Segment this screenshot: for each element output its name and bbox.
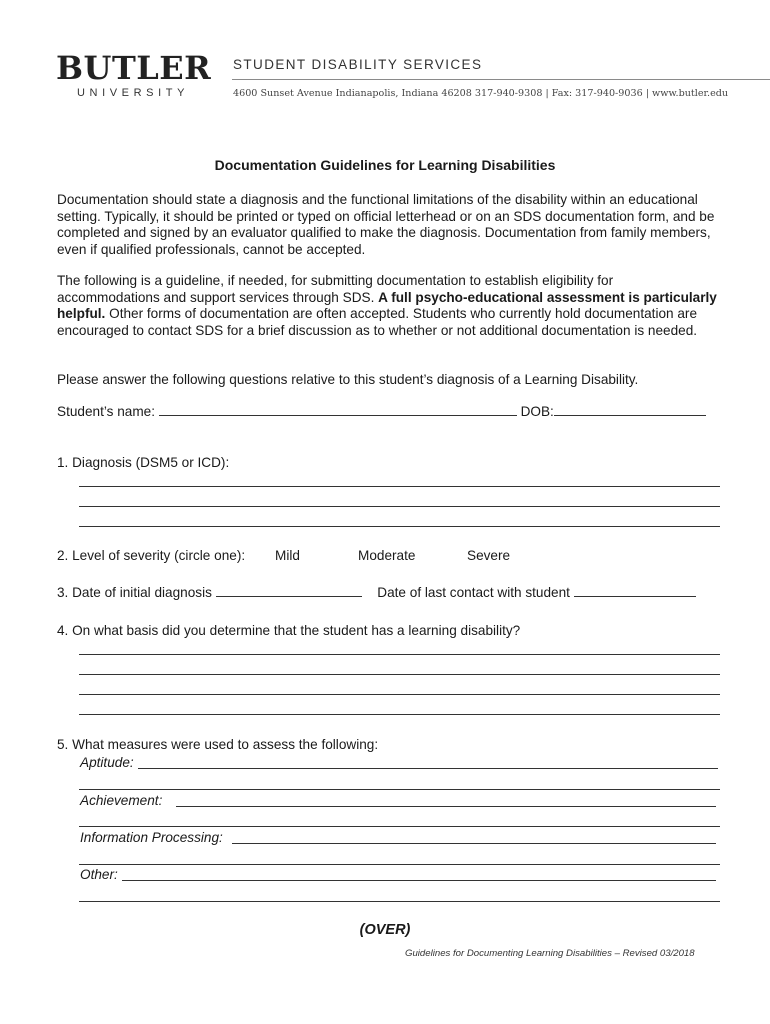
q3-row <box>57 585 696 600</box>
severity-option-mild[interactable]: Mild <box>275 548 300 563</box>
q4-answer-line-1[interactable] <box>79 654 720 655</box>
dob-field[interactable] <box>554 404 706 416</box>
contact-info: 4600 Sunset Avenue Indianapolis, Indiana 46208 317-940-9308 | Fax: 317-940-9036 | www.butler.edu <box>233 88 729 99</box>
department-title: STUDENT DISABILITY SERVICES <box>233 57 483 72</box>
other-label: Other: <box>80 867 118 882</box>
intro-paragraph-2-bold: A full psycho-educational assessment is particularly helpful. <box>57 289 717 322</box>
student-row <box>57 404 706 419</box>
footer-revision: Guidelines for Documenting Learning Disabilities – Revised 03/2018 <box>405 948 695 959</box>
aptitude-field[interactable] <box>138 768 718 769</box>
over-note: (OVER) <box>359 922 411 938</box>
last-contact-field[interactable] <box>574 585 696 597</box>
instructions: Please answer the following questions relative to this student’s diagnosis of a Learning Disability. <box>57 372 639 387</box>
initial-diagnosis-field[interactable] <box>216 585 362 597</box>
butler-logo-wordmark: BUTLER <box>56 49 212 87</box>
info-processing-line-2[interactable] <box>79 864 720 865</box>
info-processing-field[interactable] <box>232 843 716 844</box>
header-divider <box>232 79 770 80</box>
aptitude-line-2[interactable] <box>79 789 720 790</box>
q1-answer-line-3[interactable] <box>79 526 720 527</box>
q5-label: 5. What measures were used to assess the following: <box>57 737 379 752</box>
q2-label: 2. Level of severity (circle one): <box>57 548 246 563</box>
severity-option-severe[interactable]: Severe <box>467 548 511 563</box>
q1-answer-line-2[interactable] <box>79 506 720 507</box>
other-field[interactable] <box>122 880 716 881</box>
intro-paragraph-1: Documentation should state a diagnosis and the functional limitations of the disability within an educational setting. Typically, it should be printed or typed on official letterhead or on an SDS documentation form, and be completed and signed by an evaluator qualified to make the diagnosis. Documentation from family members, even if qualified professionals, cannot be accepted. <box>57 192 715 258</box>
student-name-label: Student’s name: <box>57 404 155 419</box>
q4-label: 4. On what basis did you determine that the student has a learning disability? <box>57 623 521 638</box>
aptitude-label: Aptitude: <box>80 755 134 770</box>
other-line-2[interactable] <box>79 901 720 902</box>
q1-answer-line-1[interactable] <box>79 486 720 487</box>
intro-paragraph-2 <box>57 273 717 340</box>
info-processing-label: Information Processing: <box>80 830 223 845</box>
achievement-line-2[interactable] <box>79 826 720 827</box>
last-contact-label: Date of last contact with student <box>377 585 570 600</box>
dob-label: DOB: <box>520 404 554 419</box>
achievement-label: Achievement: <box>80 793 163 808</box>
q4-answer-line-3[interactable] <box>79 694 720 695</box>
severity-option-moderate[interactable]: Moderate <box>358 548 416 563</box>
butler-logo-university: UNIVERSITY <box>77 87 190 99</box>
document-title: Documentation Guidelines for Learning Disabilities <box>214 157 556 173</box>
q1-label: 1. Diagnosis (DSM5 or ICD): <box>57 455 230 470</box>
initial-diagnosis-label: 3. Date of initial diagnosis <box>57 585 212 600</box>
achievement-field[interactable] <box>176 806 716 807</box>
q4-answer-line-4[interactable] <box>79 714 720 715</box>
intro-paragraph-2-end: Other forms of documentation are often accepted. Students who currently hold documentation are encouraged to contact SDS for a brief discussion as to whether or not additional documentation is needed. <box>57 306 698 339</box>
q4-answer-line-2[interactable] <box>79 674 720 675</box>
intro-paragraph-2-start: The following is a guideline, if needed, for submitting documentation to establish eligibility for accommodations and support services through SDS. <box>57 273 614 305</box>
student-name-field[interactable] <box>159 404 517 416</box>
